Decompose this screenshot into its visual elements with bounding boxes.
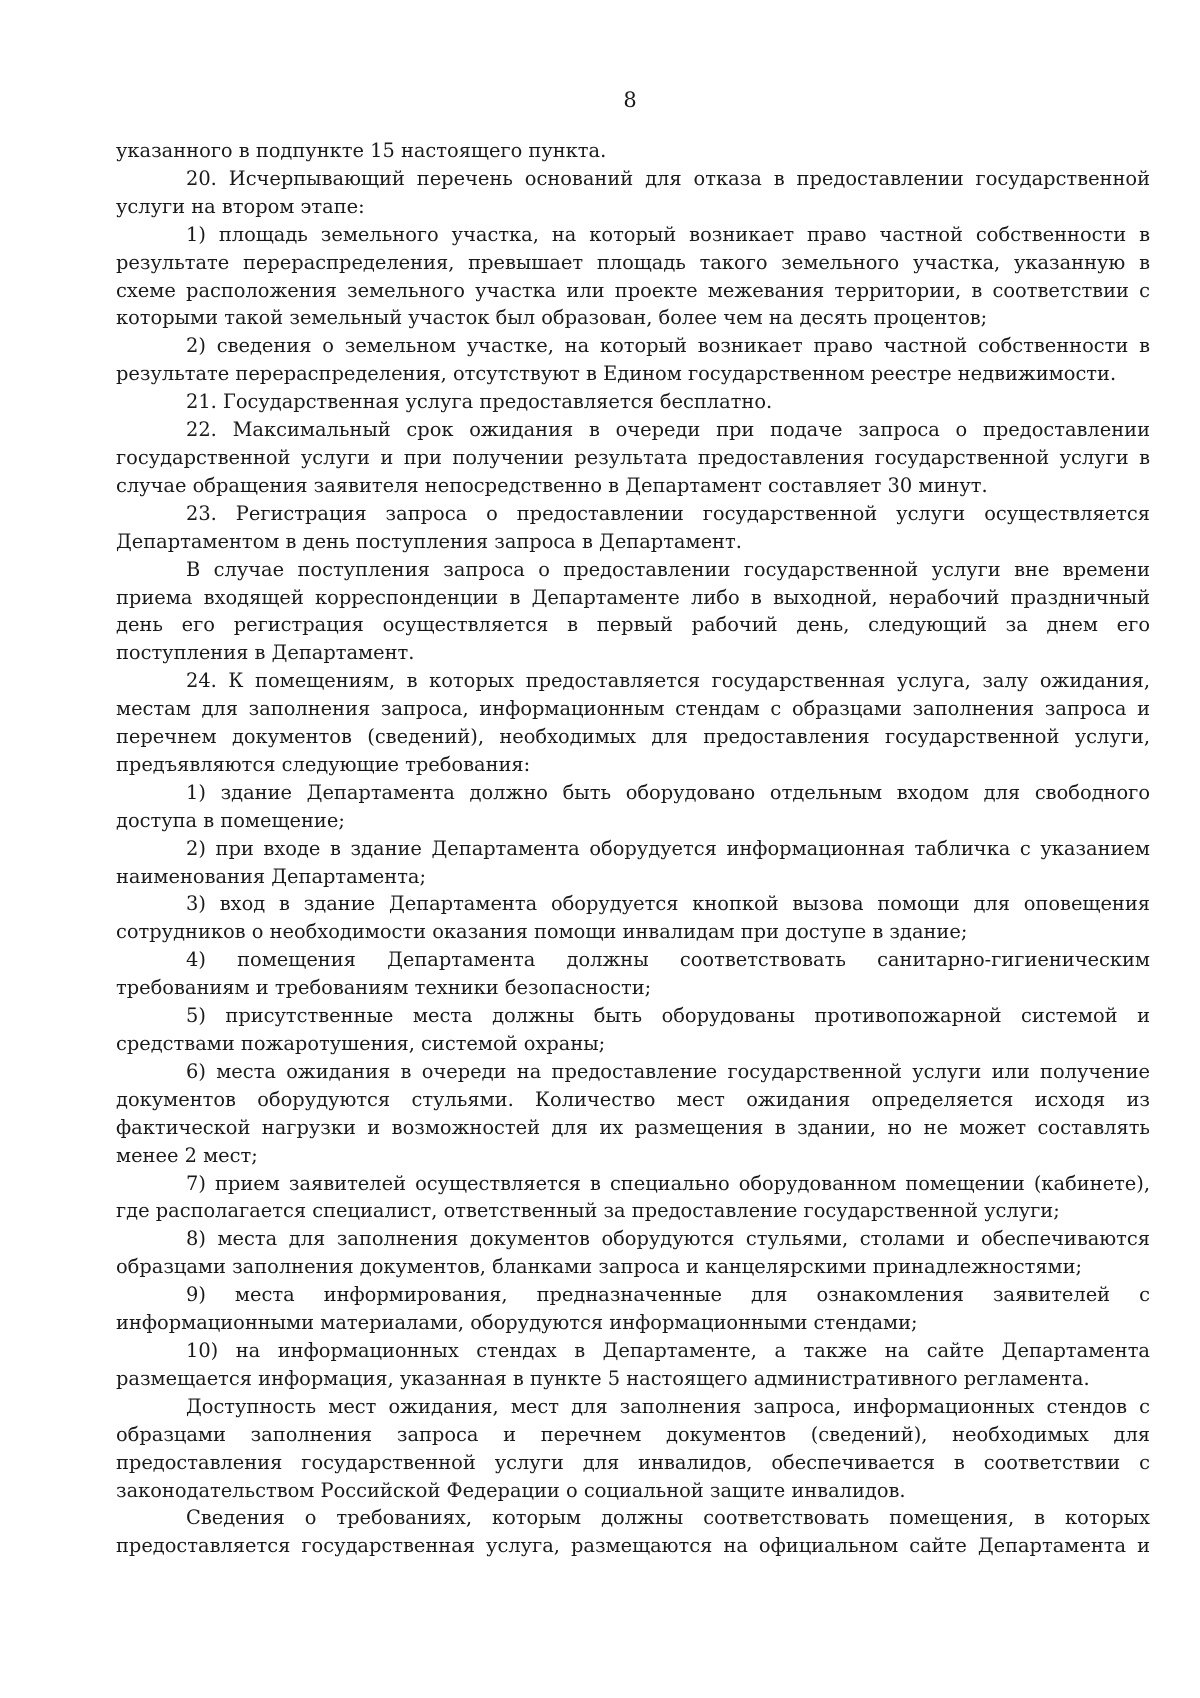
paragraph: 6) места ожидания в очереди на предоставление государственной услуги или получение документов оборудуются стульями. Количество мест ожидания определяется исходя из фактической нагрузки и возможностей для их размещения в здании, но не может составлять менее 2 мест; (116, 1059, 1150, 1167)
paragraph: 3) вход в здание Департамента оборудуется кнопкой вызова помощи для оповещения сотрудников о необходимости оказания помощи инвалидам при доступе в здание; (116, 892, 1150, 944)
paragraph: В случае поступления запроса о предоставлении государственной услуги вне времени приема входящей корреспонденции в Департаменте либо в выходной, нерабочий праздничный день его регистрация осуществляется в первый рабочий день, следующий за днем его поступления в Департамент. (116, 557, 1150, 665)
page-number: 8 (623, 88, 637, 112)
paragraph: Сведения о требованиях, которым должны соответствовать помещения, в которых предоставляется государственная услуга, размещаются на официальном сайте Департамента и (116, 1506, 1150, 1558)
paragraph: 9) места информирования, предназначенные для ознакомления заявителей с информационными материалами, оборудуются информационными стендами; (116, 1283, 1150, 1335)
paragraph: 10) на информационных стендах в Департаменте, а также на сайте Департамента размещается информация, указанная в пункте 5 настоящего административного регламента. (116, 1338, 1150, 1390)
paragraph: 20. Исчерпывающий перечень оснований для отказа в предоставлении государственной услуги на втором этапе: (116, 166, 1150, 218)
paragraph: 22. Максимальный срок ожидания в очереди при подаче запроса о предоставлении государственной услуги и при получении результата предоставления государственной услуги в случае обращения заявителя непосредственно в Департамент составляет 30 минут. (116, 418, 1150, 497)
paragraph: 24. К помещениям, в которых предоставляется государственная услуга, залу ожидания, местам для заполнения запроса, информационным стендам с образцами заполнения запроса и перечнем документов (сведений), необходимых для предоставления государственной услуги, предъявляются следующие требования: (116, 669, 1150, 776)
paragraph: 1) здание Департамента должно быть оборудовано отдельным входом для свободного доступа в помещение; (116, 780, 1150, 832)
paragraph: 2) при входе в здание Департамента оборудуется информационная табличка с указанием наименования Департамента; (116, 836, 1150, 888)
paragraph: Доступность мест ожидания, мест для заполнения запроса, информационных стендов с образцами заполнения запроса и перечнем документов (сведений), необходимых для предоставления государственной услуги для инвалидов, обеспечивается в соответствии с законодательством Российской Федерации о социальной защите инвалидов. (116, 1394, 1150, 1502)
paragraph: 5) присутственные места должны быть оборудованы противопожарной системой и средствами пожаротушения, системой охраны; (116, 1004, 1150, 1055)
paragraph: 1) площадь земельного участка, на который возникает право частной собственности в результате перераспределения, превышает площадь такого земельного участка, указанную в схеме расположения земельного участка или проекте межевания территории, в соответствии с которыми такой земельный участок был образован, более чем на десять процентов; (116, 222, 1150, 330)
paragraph: 21. Государственная услуга предоставляется бесплатно. (186, 390, 773, 414)
paragraph: 23. Регистрация запроса о предоставлении государственной услуги осуществляется Департаментом в день поступления запроса в Департамент. (116, 501, 1150, 553)
paragraph: 4) помещения Департамента должны соответствовать санитарно-гигиеническим требованиям и требованиям техники безопасности; (116, 948, 1150, 1000)
paragraph: 7) прием заявителей осуществляется в специально оборудованном помещении (кабинете), где располагается специалист, ответственный за предоставление государственной услуги; (116, 1171, 1150, 1223)
document-body (116, 137, 1150, 1560)
paragraph: указанного в подпункте 15 настоящего пункта. (116, 139, 607, 162)
paragraph: 8) места для заполнения документов оборудуются стульями, столами и обеспечиваются образцами заполнения документов, бланками запроса и канцелярскими принадлежностями; (116, 1227, 1150, 1279)
paragraph: 2) сведения о земельном участке, на который возникает право частной собственности в результате перераспределения, отсутствуют в Едином государственном реестре недвижимости. (116, 334, 1150, 386)
